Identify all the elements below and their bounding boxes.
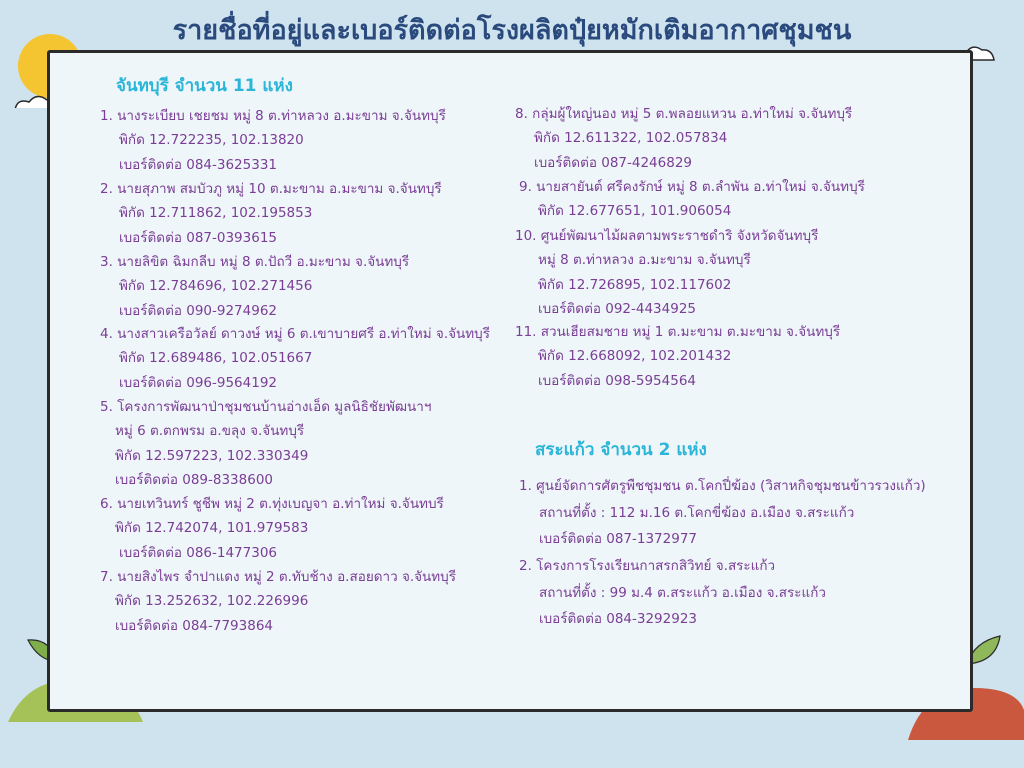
list-item: 11. สวนเฮียสมชาย หมู่ 1 ต.มะขาม ต.มะขาม จ.จันทบุรี พิกัด 12.668092, 102.201432 เบอร์ติดต่อ 098-5954564 bbox=[515, 324, 841, 389]
list-item: 6. นายเทวินทร์ ชูชีพ หมู่ 2 ต.ทุ่งเบญจา อ.ท่าใหม่ จ.จันทบรี พิกัด 12.742074, 101.979583 เบอร์ติดต่อ 086-1477306 bbox=[100, 496, 444, 561]
list-item: 4. นางสาวเครือวัลย์ ดาวงษ์ หมู่ 6 ต.เขาบายศรี อ.ท่าใหม่ จ.จันทบุรี พิกัด 12.689486, 102.051667 เบอร์ติดต่อ 096-9564192 bbox=[100, 326, 490, 391]
list-item: 7. นายสิงไพร จำปาแดง หมู่ 2 ต.ทับช้าง อ.สอยดาว จ.จันทบุรี พิกัด 13.252632, 102.226996 เบอร์ติดต่อ 084-7793864 bbox=[100, 569, 457, 634]
list-item: 5. โครงการพัฒนาป่าชุมชนบ้านอ่างเอ็ด มูลนิธิชัยพัฒนาฯ หมู่ 6 ต.ตกพรม อ.ขลุง จ.จันทบุรี พิกัด 12.597223, 102.330349 เบอร์ติดต่อ 089-8338600 bbox=[100, 399, 432, 488]
list-item: 1. นางระเบียบ เชยชม หมู่ 8 ต.ท่าหลวง อ.มะขาม จ.จันทบุรี พิกัด 12.722235, 102.13820 เบอร์ติดต่อ 084-3625331 bbox=[100, 108, 446, 173]
list-item: 8. กลุ่มผู้ใหญ่นอง หมู่ 5 ต.พลอยแหวน อ.ท่าใหม่ จ.จันทบุรี พิกัด 12.611322, 102.057834 เบอร์ติดต่อ 087-4246829 bbox=[515, 106, 853, 171]
list-item: 9. นายสายันต์ ศรีคงรักษ์ หมู่ 8 ต.ลำพัน อ.ท่าใหม่ จ.จันทบุรี พิกัด 12.677651, 101.906054 bbox=[519, 179, 865, 220]
list-item: 10. ศูนย์พัฒนาไม้ผลตามพระราชดำริ จังหวัดจันทบุรี หมู่ 8 ต.ท่าหลวง อ.มะขาม จ.จันทบุรี พิกัด 12.726895, 102.117602 เบอร์ติดต่อ 092-4434925 bbox=[515, 228, 819, 317]
page-title: รายชื่อที่อยู่และเบอร์ติดต่อโรงผลิตปุ๋ยหมักเติมอากาศชุมชน bbox=[172, 15, 852, 46]
list-item: 2. นายสุภาพ สมบัวภู หมู่ 10 ต.มะขาม อ.มะขาม จ.จันทบุรี พิกัด 12.711862, 102.195853 เบอร์ติดต่อ 087-0393615 bbox=[100, 181, 442, 246]
list-item: 1. ศูนย์จัดการศัตรูพืชชุมชน ต.โคกปี่ฆ้อง (วิสาหกิจชุมชนข้าวรวงแก้ว) สถานที่ตั้ง : 112 ม.16 ต.โคกขี่ฆ้อง อ.เมือง จ.สระแก้ว เบอร์ติดต่อ 087-1372977 bbox=[519, 478, 926, 547]
section-heading-sakaeo: สระแก้ว จำนวน 2 แห่ง bbox=[535, 440, 707, 460]
section-heading-chanthaburi: จันทบุรี จำนวน 11 แห่ง bbox=[116, 76, 293, 96]
list-item: 3. นายลิขิต ฉิมกลีบ หมู่ 8 ต.ปัถวี อ.มะขาม จ.จันทบุรี พิกัด 12.784696, 102.271456 เบอร์ติดต่อ 090-9274962 bbox=[100, 254, 410, 319]
list-item: 2. โครงการโรงเรียนกาสรกสิวิทย์ จ.สระแก้ว สถานที่ตั้ง : 99 ม.4 ต.สระแก้ว อ.เมือง จ.สระแก้ว เบอร์ติดต่อ 084-3292923 bbox=[519, 558, 827, 627]
